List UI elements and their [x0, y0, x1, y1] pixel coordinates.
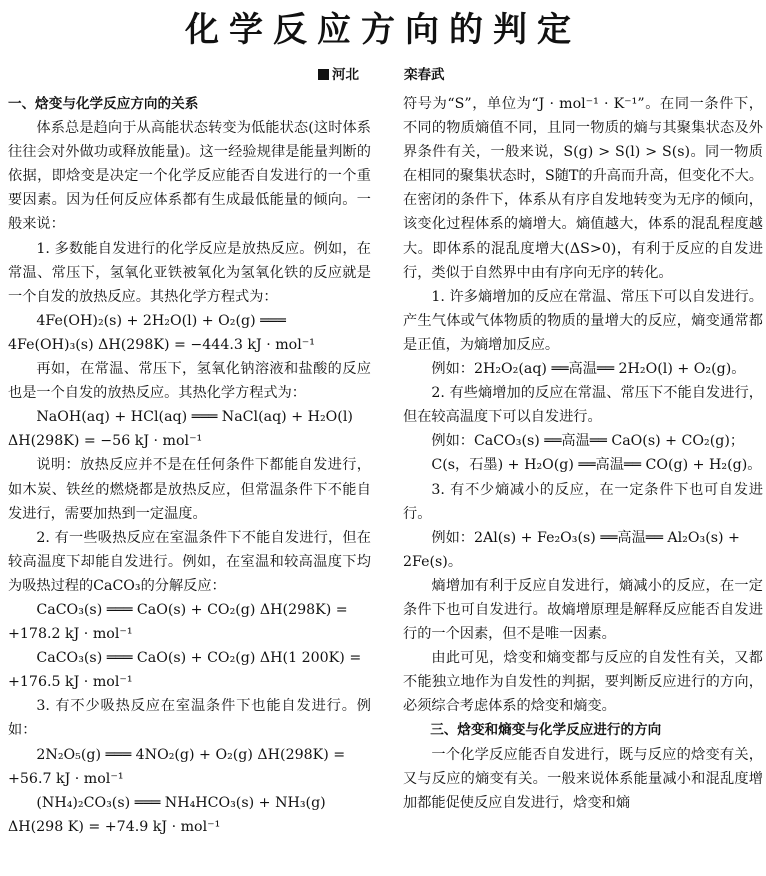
equation-line: +178.2 kJ · mol⁻¹	[8, 626, 133, 643]
equation-line: 4Fe(OH)₃(s) ΔH(298K) = −444.3 kJ · mol⁻¹	[8, 336, 315, 353]
paragraph: 符号为“S”，单位为“J · mol⁻¹ · K⁻¹”。在同一条件下，不同的物质熵值不同，且同一物质的熵与其聚集状态及外界条件有关，一般来说，S(g) > S(l) > S(s)。同一物质在相同的聚集状态时，S随T的升高而升高，但变化不大。在密闭的条件下，体系从有序自发地转变为无序的倾向，该变化过程体系的熵增大。熵值越大，体系的混乱程度越大。即体系的混乱度增大(ΔS>0)，有利于反应的自发进行，类似于自然界中由有序向无序的转化。	[403, 96, 763, 281]
equation-line: 例如：2H₂O₂(aq) ══高温══ 2H₂O(l) + O₂(g)。	[431, 361, 746, 378]
equation-line: +176.5 kJ · mol⁻¹	[8, 674, 133, 691]
author-region: 河北	[318, 66, 359, 84]
paragraph: 2. 有些熵增加的反应在常温、常压下不能自发进行，但在较高温度下可以自发进行。	[403, 385, 763, 426]
equation-line: (NH₄)₂CO₃(s) ═══ NH₄HCO₃(s) + NH₃(g)	[36, 794, 326, 811]
paragraph: 由此可见，焓变和熵变都与反应的自发性有关，又都不能独立地作为自发性的判据，要判断反应进行的方向，必须综合考虑体系的焓变和熵变。	[403, 650, 763, 715]
paragraph: 1. 多数能自发进行的化学反应是放热反应。例如，在常温、常压下，氢氧化亚铁被氧化为氢氧化铁的反应就是一个自发的放热反应。其热化学方程式为：	[8, 240, 371, 305]
equation-line: 例如：CaCO₃(s) ══高温══ CaO(s) + CO₂(g)；	[431, 433, 745, 450]
equation-line: CaCO₃(s) ═══ CaO(s) + CO₂(g) ΔH(1 200K) =	[36, 650, 362, 667]
article-title: 化学反应方向的判定	[185, 10, 581, 50]
paragraph: 体系总是趋向于从高能状态转变为低能状态(这时体系往往会对外做功或释放能量)。这一经验规律是能量判断的依据，即焓变是决定一个化学反应能否自发进行的一个重要因素。因为任何反应体系都有生成最低能量的倾向。一般来说：	[8, 120, 371, 233]
left-column	[8, 92, 371, 839]
paragraph: 3. 有不少吸热反应在室温条件下也能自发进行。例如：	[8, 698, 371, 739]
equation-line: 例如：2Al(s) + Fe₂O₃(s) ══高温══ Al₂O₃(s) +	[431, 529, 740, 546]
paragraph: 说明：放热反应并不是在任何条件下都能自发进行，如木炭、铁丝的燃烧都是放热反应，但常温条件下不能自发进行，需要加热到一定温度。	[8, 457, 371, 522]
equation-line: CaCO₃(s) ═══ CaO(s) + CO₂(g) ΔH(298K) =	[36, 601, 348, 618]
paragraph: 1. 许多熵增加的反应在常温、常压下可以自发进行。产生气体或气体物质的物质的量增大的反应，熵变通常都是正值，为熵增加反应。	[403, 288, 763, 353]
section-heading: 三、焓变和熵变与化学反应进行的方向	[430, 722, 662, 739]
equation-line: 4Fe(OH)₂(s) + 2H₂O(l) + O₂(g) ═══	[36, 312, 286, 329]
equation-line: C(s，石墨) + H₂O(g) ══高温══ CO(g) + H₂(g)。	[431, 457, 762, 474]
right-column	[403, 92, 763, 815]
equation-line: 2N₂O₅(g) ═══ 4NO₂(g) + O₂(g) ΔH(298K) =	[36, 746, 346, 763]
square-bullet-icon	[318, 69, 329, 80]
equation-line: ΔH(298 K) = +74.9 kJ · mol⁻¹	[8, 818, 221, 835]
equation-line: +56.7 kJ · mol⁻¹	[8, 770, 124, 787]
paragraph: 2. 有一些吸热反应在室温条件下不能自发进行，但在较高温度下却能自发进行。例如，在室温和较高温度下均为吸热过程的CaCO₃的分解反应：	[8, 529, 371, 594]
section-heading: 一、焓变与化学反应方向的关系	[8, 96, 199, 112]
equation-line: 2Fe(s)。	[403, 553, 463, 570]
equation-line: ΔH(298K) = −56 kJ · mol⁻¹	[8, 433, 203, 450]
paragraph: 熵增加有利于反应自发进行，熵减小的反应，在一定条件下也可自发进行。故熵增原理是解释反应能否自发进行的一个因素，但不是唯一因素。	[403, 577, 763, 643]
paragraph: 3. 有不少熵减小的反应，在一定条件下也可自发进行。	[403, 481, 763, 522]
author-name: 栾春武	[404, 67, 445, 83]
equation-line: NaOH(aq) + HCl(aq) ═══ NaCl(aq) + H₂O(l)	[36, 409, 353, 426]
paragraph: 再如，在常温、常压下，氢氧化钠溶液和盐酸的反应也是一个自发的放热反应。其热化学方程式为：	[8, 361, 371, 402]
paragraph: 一个化学反应能否自发进行，既与反应的焓变有关，又与反应的熵变有关。一般来说体系能量减小和混乱度增加都能促使反应自发进行，焓变和熵	[403, 746, 763, 811]
